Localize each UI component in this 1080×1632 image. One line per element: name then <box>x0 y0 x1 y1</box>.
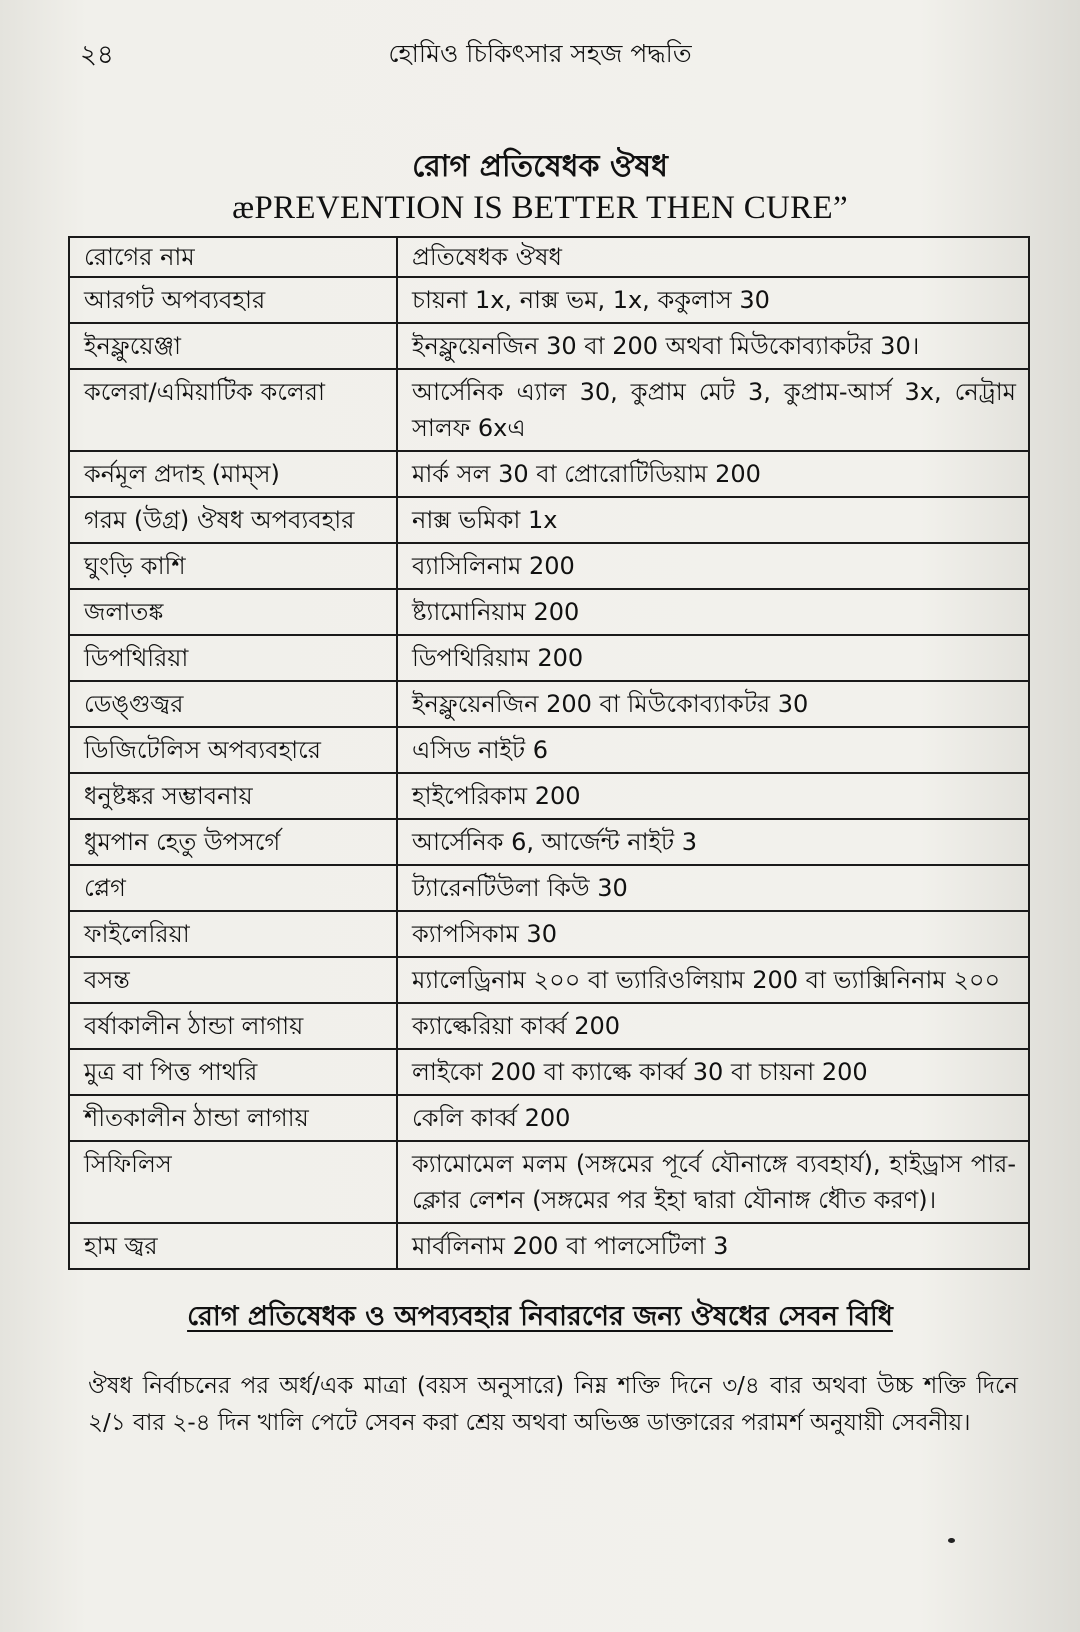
table-row <box>69 277 1029 323</box>
table-row <box>69 1095 1029 1141</box>
remedy-cell: এসিড নাইট 6 <box>397 727 1029 773</box>
remedy-cell: নাক্স ভমিকা 1x <box>397 497 1029 543</box>
remedy-cell: ষ্ট্যামোনিয়াম 200 <box>397 589 1029 635</box>
table-row <box>69 1223 1029 1269</box>
disease-cell: হাম জ্বর <box>69 1223 397 1269</box>
remedy-cell: লাইকো 200 বা ক্যাল্কে কার্ব্ব 30 বা চায়না 200 <box>397 1049 1029 1095</box>
table-row <box>69 543 1029 589</box>
remedy-cell: ইনফ্লুয়েনজিন 30 বা 200 অথবা মিউকোব্যাকটর 30। <box>397 323 1029 369</box>
table-row <box>69 727 1029 773</box>
disease-cell: প্লেগ <box>69 865 397 911</box>
remedy-cell: ক্যাল্কেরিয়া কার্ব্ব 200 <box>397 1003 1029 1049</box>
disease-cell: ফাইলেরিয়া <box>69 911 397 957</box>
table-row <box>69 819 1029 865</box>
section-heading <box>0 1296 1080 1341</box>
disease-cell: ডিজিটেলিস অপব্যবহারে <box>69 727 397 773</box>
table-row <box>69 1003 1029 1049</box>
table-row <box>69 1049 1029 1095</box>
remedy-cell: হাইপেরিকাম 200 <box>397 773 1029 819</box>
disease-cell: ইনফ্লুয়েঞ্জা <box>69 323 397 369</box>
table-row <box>69 773 1029 819</box>
disease-cell: ধুমপান হেতু উপসর্গে <box>69 819 397 865</box>
table-row <box>69 681 1029 727</box>
remedy-cell: ক্যামোমেল মলম (সঙ্গমের পূর্বে যৌনাঙ্গে ব্যবহার্য), হাইড্রাস পার-ক্লোর লেশন (সঙ্গমের পর ইহা দ্বারা যৌনাঙ্গ ধৌত করণ)। <box>397 1141 1029 1223</box>
dosage-instructions: ঔষধ নির্বাচনের পর অর্ধ/এক মাত্রা (বয়স অনুসারে) নিম্ন শক্তি দিনে ৩/৪ বার অথবা উচ্চ শক্তি দিনে ২/১ বার ২-৪ দিন খালি পেটে সেবন করা শ্রেয় অথবা অভিজ্ঞ ডাক্তারের পরামর্শ অনুযায়ী সেবনীয়। <box>88 1373 1018 1436</box>
remedy-cell: আর্সেনিক 6, আর্জেন্ট নাইট 3 <box>397 819 1029 865</box>
table-row <box>69 589 1029 635</box>
disease-cell: শীতকালীন ঠান্ডা লাগায় <box>69 1095 397 1141</box>
remedy-cell: ক্যাপসিকাম 30 <box>397 911 1029 957</box>
section-heading-text: রোগ প্রতিষেধক ও অপব্যবহার নিবারণের জন্য ঔষধের সেবন বিধি <box>187 1301 893 1332</box>
table-row <box>69 635 1029 681</box>
table-row <box>69 369 1029 451</box>
table-row <box>69 957 1029 1003</box>
column-header-remedy: প্রতিষেধক ঔষধ <box>397 237 1029 277</box>
disease-cell: কর্নমূল প্রদাহ (মাম্‌স) <box>69 451 397 497</box>
disease-cell: সিফিলিস <box>69 1141 397 1223</box>
table-header-row <box>69 237 1029 277</box>
remedy-cell: মার্বলিনাম 200 বা পালসেটিলা 3 <box>397 1223 1029 1269</box>
disease-cell: ডেঙ্গুজ্বর <box>69 681 397 727</box>
remedy-cell: কেলি কার্ব্ব 200 <box>397 1095 1029 1141</box>
disease-cell: ধনুষ্টঙ্কর সম্ভাবনায় <box>69 773 397 819</box>
disease-cell: ঘুংড়ি কাশি <box>69 543 397 589</box>
disease-cell: ডিপথিরিয়া <box>69 635 397 681</box>
remedy-cell: আর্সেনিক এ্যাল 30, কুপ্রাম মেট 3, কুপ্রাম-আর্স 3x, নেট্রাম সালফ 6xএ <box>397 369 1029 451</box>
disease-cell: আরগট অপব্যবহার <box>69 277 397 323</box>
disease-cell: কলেরা/এমিয়াটিক কলেরা <box>69 369 397 451</box>
table-row <box>69 911 1029 957</box>
remedy-cell: ট্যারেনটিউলা কিউ 30 <box>397 865 1029 911</box>
running-title: হোমিও চিকিৎসার সহজ পদ্ধতি <box>388 39 692 68</box>
table-row <box>69 865 1029 911</box>
remedy-cell: ম্যালেড্রিনাম ২০০ বা ভ্যারিওলিয়াম 200 বা ভ্যাক্সিনিনাম ২০০ <box>397 957 1029 1003</box>
remedy-cell: ডিপথিরিয়াম 200 <box>397 635 1029 681</box>
disease-cell: জলাতঙ্ক <box>69 589 397 635</box>
page-title: রোগ প্রতিষেধক ঔষধ <box>412 149 668 184</box>
table-row <box>69 323 1029 369</box>
remedy-cell: চায়না 1x, নাক্স ভম, 1x, ককুলাস 30 <box>397 277 1029 323</box>
disease-cell: গরম (উগ্র) ঔষধ অপব্যবহার <box>69 497 397 543</box>
remedy-cell: মার্ক সল 30 বা প্রোরোটিডিয়াম 200 <box>397 451 1029 497</box>
page-number: ২৪ <box>80 40 114 70</box>
table-row <box>69 1141 1029 1223</box>
remedy-cell: ইনফ্লুয়েনজিন 200 বা মিউকোব্যাকটর 30 <box>397 681 1029 727</box>
table-row <box>69 451 1029 497</box>
page-subtitle: æPREVENTION IS BETTER THEN CURE” <box>232 190 848 226</box>
disease-cell: বর্ষাকালীন ঠান্ডা লাগায় <box>69 1003 397 1049</box>
table-row <box>69 497 1029 543</box>
remedy-table <box>68 236 1030 1270</box>
disease-cell: মুত্র বা পিত্ত পাথরি <box>69 1049 397 1095</box>
print-speck <box>948 1538 955 1543</box>
remedy-cell: ব্যাসিলিনাম 200 <box>397 543 1029 589</box>
column-header-disease: রোগের নাম <box>69 237 397 277</box>
disease-cell: বসন্ত <box>69 957 397 1003</box>
